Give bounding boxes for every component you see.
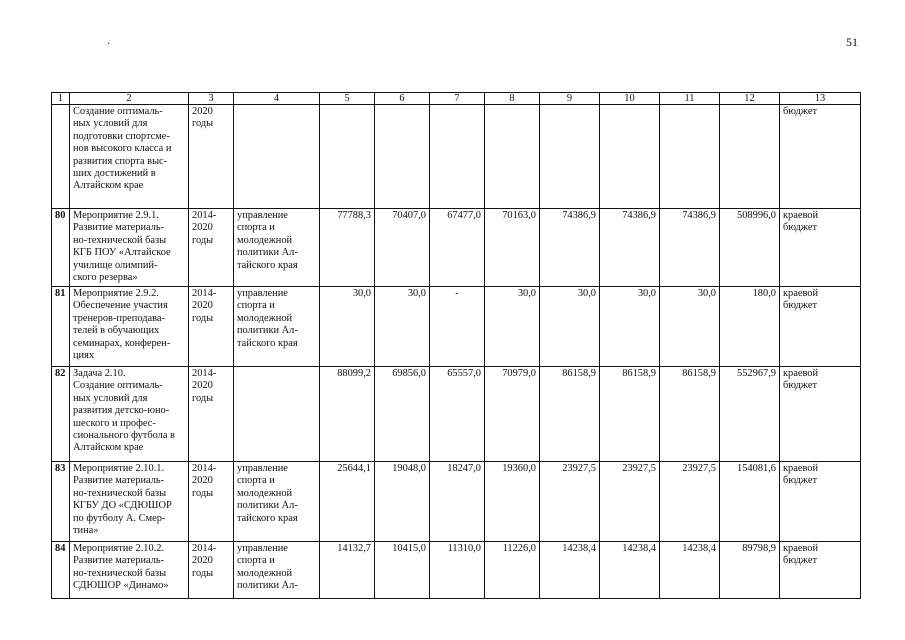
value-cell: 11310,0 bbox=[430, 542, 485, 599]
col-header: 13 bbox=[780, 93, 861, 105]
row-name: Создание оптималь- ных условий для подготовки спортсме- нов высокого класса и развития спорта выс- ших достижений в Алтайском крае bbox=[70, 105, 189, 209]
row-executor: управление спорта и молодежной политики Ал- bbox=[234, 542, 320, 599]
value-cell: 89798,9 bbox=[720, 542, 780, 599]
row-funding-source: краевой бюджет bbox=[780, 462, 861, 542]
row-name: Мероприятие 2.10.2. Развитие материаль- но-технической базы СДЮШОР «Динамо» bbox=[70, 542, 189, 599]
table-row bbox=[52, 367, 861, 462]
value-cell: 65557,0 bbox=[430, 367, 485, 462]
value-cell: 74386,9 bbox=[600, 209, 660, 287]
row-executor bbox=[234, 367, 320, 462]
value-cell: 70163,0 bbox=[485, 209, 540, 287]
value-cell: 19360,0 bbox=[485, 462, 540, 542]
row-number bbox=[52, 105, 70, 209]
value-cell: 69856,0 bbox=[375, 367, 430, 462]
row-years: 2014- 2020 годы bbox=[189, 367, 234, 462]
value-cell bbox=[540, 105, 600, 209]
value-cell: 11226,0 bbox=[485, 542, 540, 599]
value-cell: 86158,9 bbox=[540, 367, 600, 462]
row-number: 84 bbox=[52, 542, 70, 599]
value-cell: 10415,0 bbox=[375, 542, 430, 599]
value-cell: 552967,9 bbox=[720, 367, 780, 462]
col-header: 12 bbox=[720, 93, 780, 105]
value-cell: 14132,7 bbox=[320, 542, 375, 599]
col-header: 9 bbox=[540, 93, 600, 105]
row-funding-source: бюджет bbox=[780, 105, 861, 209]
value-cell: 23927,5 bbox=[600, 462, 660, 542]
col-header: 7 bbox=[430, 93, 485, 105]
value-cell: 30,0 bbox=[485, 287, 540, 367]
col-header: 6 bbox=[375, 93, 430, 105]
value-cell: 70979,0 bbox=[485, 367, 540, 462]
row-name: Мероприятие 2.9.2. Обеспечение участия тренеров-преподава- телей в обучающих семинарах, конферен- циях bbox=[70, 287, 189, 367]
row-funding-source: краевой бюджет bbox=[780, 367, 861, 462]
value-cell: - bbox=[430, 287, 485, 367]
col-header: 3 bbox=[189, 93, 234, 105]
value-cell: 77788,3 bbox=[320, 209, 375, 287]
row-name: Задача 2.10. Создание оптималь- ных условий для развития детско-юно- шеского и профес- сионального футбола в Алтайском крае bbox=[70, 367, 189, 462]
col-header: 8 bbox=[485, 93, 540, 105]
row-number: 83 bbox=[52, 462, 70, 542]
col-header: 5 bbox=[320, 93, 375, 105]
col-header: 4 bbox=[234, 93, 320, 105]
row-executor bbox=[234, 105, 320, 209]
row-years: 2014- 2020 годы bbox=[189, 542, 234, 599]
value-cell: 508996,0 bbox=[720, 209, 780, 287]
row-name: Мероприятие 2.10.1. Развитие материаль- но-технической базы КГБУ ДО «СДЮШОР по футболу А. Смер- тина» bbox=[70, 462, 189, 542]
row-number: 81 bbox=[52, 287, 70, 367]
value-cell: 30,0 bbox=[540, 287, 600, 367]
row-funding-source: краевой бюджет bbox=[780, 209, 861, 287]
row-years: 2020 годы bbox=[189, 105, 234, 209]
row-executor: управление спорта и молодежной политики Ал- тайского края bbox=[234, 209, 320, 287]
value-cell: 180,0 bbox=[720, 287, 780, 367]
row-executor: управление спорта и молодежной политики Ал- тайского края bbox=[234, 287, 320, 367]
row-number: 80 bbox=[52, 209, 70, 287]
value-cell bbox=[600, 105, 660, 209]
column-number-row bbox=[52, 93, 861, 105]
row-funding-source: краевой бюджет bbox=[780, 287, 861, 367]
col-header: 11 bbox=[660, 93, 720, 105]
page-number: 51 bbox=[846, 35, 858, 49]
row-years: 2014- 2020 годы bbox=[189, 209, 234, 287]
value-cell bbox=[720, 105, 780, 209]
col-header: 10 bbox=[600, 93, 660, 105]
value-cell: 30,0 bbox=[375, 287, 430, 367]
table-row bbox=[52, 287, 861, 367]
value-cell: 86158,9 bbox=[600, 367, 660, 462]
value-cell: 70407,0 bbox=[375, 209, 430, 287]
value-cell: 67477,0 bbox=[430, 209, 485, 287]
value-cell bbox=[660, 105, 720, 209]
value-cell: 86158,9 bbox=[660, 367, 720, 462]
col-header: 1 bbox=[52, 93, 70, 105]
value-cell: 14238,4 bbox=[660, 542, 720, 599]
value-cell: 30,0 bbox=[660, 287, 720, 367]
stray-mark: · bbox=[107, 39, 111, 50]
table-row bbox=[52, 105, 861, 209]
col-header: 2 bbox=[70, 93, 189, 105]
value-cell: 154081,6 bbox=[720, 462, 780, 542]
value-cell bbox=[430, 105, 485, 209]
value-cell: 88099,2 bbox=[320, 367, 375, 462]
table-row bbox=[52, 462, 861, 542]
value-cell: 74386,9 bbox=[660, 209, 720, 287]
row-number: 82 bbox=[52, 367, 70, 462]
value-cell bbox=[485, 105, 540, 209]
value-cell bbox=[320, 105, 375, 209]
row-executor: управление спорта и молодежной политики Ал- тайского края bbox=[234, 462, 320, 542]
table-row bbox=[52, 542, 861, 599]
value-cell: 30,0 bbox=[320, 287, 375, 367]
value-cell: 23927,5 bbox=[660, 462, 720, 542]
value-cell: 14238,4 bbox=[600, 542, 660, 599]
value-cell: 19048,0 bbox=[375, 462, 430, 542]
value-cell: 14238,4 bbox=[540, 542, 600, 599]
row-funding-source: краевой бюджет bbox=[780, 542, 861, 599]
table-row bbox=[52, 209, 861, 287]
value-cell: 23927,5 bbox=[540, 462, 600, 542]
value-cell: 25644,1 bbox=[320, 462, 375, 542]
row-years: 2014- 2020 годы bbox=[189, 462, 234, 542]
budget-table bbox=[51, 92, 861, 599]
row-name: Мероприятие 2.9.1. Развитие материаль- но-технической базы КГБ ПОУ «Алтайское училище олимпий- ского резерва» bbox=[70, 209, 189, 287]
value-cell: 18247,0 bbox=[430, 462, 485, 542]
row-years: 2014- 2020 годы bbox=[189, 287, 234, 367]
value-cell: 30,0 bbox=[600, 287, 660, 367]
value-cell: 74386,9 bbox=[540, 209, 600, 287]
value-cell bbox=[375, 105, 430, 209]
